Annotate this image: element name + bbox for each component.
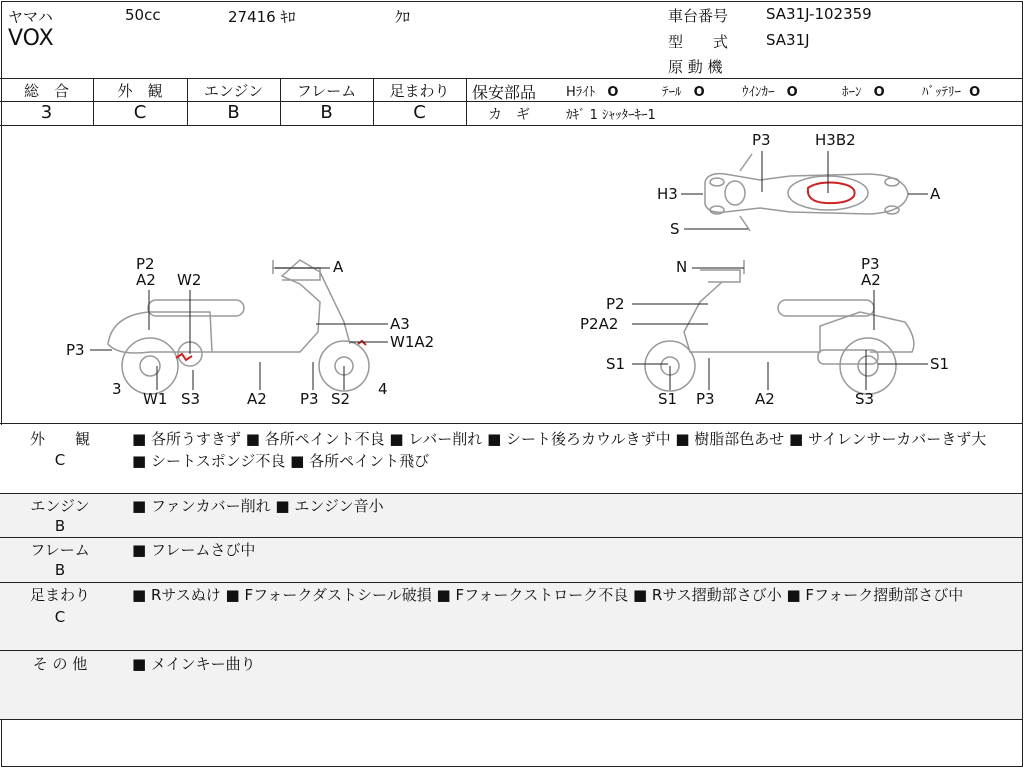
grade-frame-label: フレーム bbox=[296, 82, 357, 100]
label-left-3: 3 bbox=[112, 380, 122, 398]
section-grade: B bbox=[54, 561, 66, 579]
leader-lines bbox=[90, 151, 928, 390]
label-left-a2: A2 bbox=[136, 271, 156, 289]
grade-divider bbox=[466, 78, 467, 125]
section-label: 外 観 bbox=[29, 430, 90, 448]
label-left-p3b: P3 bbox=[300, 390, 319, 408]
label-right-a2b: A2 bbox=[755, 390, 775, 408]
label-left-w1a2: W1A2 bbox=[390, 333, 435, 351]
safety-item-mark: O bbox=[969, 85, 981, 100]
safety-item-headlight bbox=[566, 81, 618, 100]
diagram-labels bbox=[66, 131, 949, 408]
section-label: そ の 他 bbox=[32, 655, 88, 673]
label-right-p3: P3 bbox=[861, 255, 880, 273]
section-other bbox=[0, 651, 1022, 719]
grade-exterior-value: C bbox=[133, 102, 147, 123]
model-name: VOX bbox=[8, 26, 54, 51]
safety-item-horn bbox=[842, 81, 885, 100]
label-right-s1a: S1 bbox=[606, 355, 626, 373]
maker: ヤマハ bbox=[8, 8, 53, 26]
safety-item-winker bbox=[742, 81, 798, 100]
section-divider bbox=[0, 719, 1022, 720]
color: ｸﾛ bbox=[395, 8, 411, 26]
section-grade: B bbox=[54, 517, 66, 535]
label-right-s1b: S1 bbox=[930, 355, 950, 373]
section-frame bbox=[0, 538, 1022, 582]
type-value: SA31J bbox=[766, 31, 810, 49]
grade-overall-value: 3 bbox=[40, 102, 53, 123]
safety-item-name: ﾊﾞｯﾃﾘｰ bbox=[922, 85, 961, 100]
label-top-s: S bbox=[670, 220, 680, 238]
label-left-a: A bbox=[333, 258, 344, 276]
label-top-h3: H3 bbox=[657, 185, 678, 203]
label-left-w1: W1 bbox=[143, 390, 168, 408]
label-left-4: 4 bbox=[378, 380, 388, 398]
grade-table-top bbox=[0, 78, 1022, 79]
section-text: ■ メインキー曲り bbox=[132, 655, 256, 673]
damage-mark-seat bbox=[808, 183, 855, 204]
type-label: 型 式 bbox=[668, 33, 729, 51]
grade-exterior-label: 外 観 bbox=[117, 82, 163, 100]
label-right-n: N bbox=[676, 258, 688, 276]
frame-no-label: 車台番号 bbox=[668, 7, 729, 25]
grade-engine-label: エンジン bbox=[203, 82, 264, 100]
section-text: ■ ファンカバー削れ ■ エンジン音小 bbox=[132, 497, 384, 515]
label-left-a3: A3 bbox=[390, 315, 410, 333]
section-label: フレーム bbox=[30, 541, 90, 559]
section-text: ■ 各所うすきず ■ 各所ペイント不良 ■ レバー削れ ■ シート後ろカウルきず中 ■ 樹脂部色あせ ■ サイレンサーカバーきず大 ■ シートスポンジ不良 ■ 各所ペイント飛び bbox=[132, 430, 987, 470]
key-label: カ ギ bbox=[488, 107, 530, 123]
grade-suspension-value: C bbox=[413, 102, 426, 123]
label-right-s3: S3 bbox=[855, 390, 875, 408]
safety-item-mark: O bbox=[873, 85, 885, 100]
safety-label: 保安部品 bbox=[472, 83, 537, 102]
label-left-w2: W2 bbox=[177, 271, 202, 289]
safety-item-mark: O bbox=[693, 85, 705, 100]
grade-suspension-label: 足まわり bbox=[389, 82, 450, 100]
section-label: エンジン bbox=[30, 497, 90, 515]
section-grade: C bbox=[54, 608, 66, 626]
section-text: ■ Rサスぬけ ■ Fフォークダストシール破損 ■ Fフォークストローク不良 ■ Rサス摺動部さび小 ■ Fフォーク摺動部さび中 bbox=[132, 586, 964, 604]
safety-item-mark: O bbox=[607, 85, 619, 100]
section-text: ■ フレームさび中 bbox=[132, 541, 256, 559]
grade-frame-value: B bbox=[320, 102, 333, 123]
label-right-p2a2: P2A2 bbox=[580, 315, 619, 333]
grade-overall-label: 総 合 bbox=[23, 82, 69, 100]
engine-label: 原 動 機 bbox=[668, 58, 723, 76]
label-right-p2: P2 bbox=[606, 295, 625, 313]
safety-item-battery bbox=[922, 81, 980, 100]
safety-item-name: ﾎｰﾝ bbox=[842, 85, 862, 100]
label-right-p3b: P3 bbox=[696, 390, 715, 408]
label-left-s2: S2 bbox=[331, 390, 351, 408]
label-top-p3: P3 bbox=[752, 131, 771, 149]
section-engine bbox=[0, 494, 1022, 537]
section-exterior bbox=[0, 425, 1022, 493]
key-value: ｶｷﾞ 1 ｼｬｯﾀｰｷｰ1 bbox=[566, 108, 656, 123]
displacement: 50cc bbox=[125, 6, 161, 24]
section-grade: C bbox=[54, 451, 66, 469]
section-label: 足まわり bbox=[29, 586, 90, 604]
label-left-p3: P3 bbox=[66, 341, 85, 359]
label-left-a2b: A2 bbox=[247, 390, 267, 408]
mileage: 27416 ｷﾛ bbox=[228, 8, 296, 26]
label-top-a: A bbox=[930, 185, 941, 203]
safety-item-name: ﾃｰﾙ bbox=[662, 85, 682, 100]
safety-item-name: ｳｲﾝｶｰ bbox=[742, 85, 775, 100]
safety-item-mark: O bbox=[786, 85, 798, 100]
label-left-p2: P2 bbox=[136, 255, 155, 273]
diagram-bottom-line bbox=[0, 423, 1022, 424]
section-suspension bbox=[0, 583, 1022, 650]
scooter-top-view bbox=[705, 154, 908, 231]
label-left-s3: S3 bbox=[181, 390, 201, 408]
label-top-h3b2: H3B2 bbox=[815, 131, 856, 149]
label-right-s1c: S1 bbox=[658, 390, 678, 408]
safety-item-name: Hﾗｲﾄ bbox=[566, 85, 596, 100]
label-right-a2: A2 bbox=[861, 271, 881, 289]
grade-engine-value: B bbox=[227, 102, 240, 123]
frame-no: SA31J-102359 bbox=[766, 5, 872, 23]
safety-table-mid bbox=[466, 101, 1022, 102]
scooter-diagram bbox=[0, 126, 1022, 422]
safety-item-tail bbox=[662, 81, 705, 100]
